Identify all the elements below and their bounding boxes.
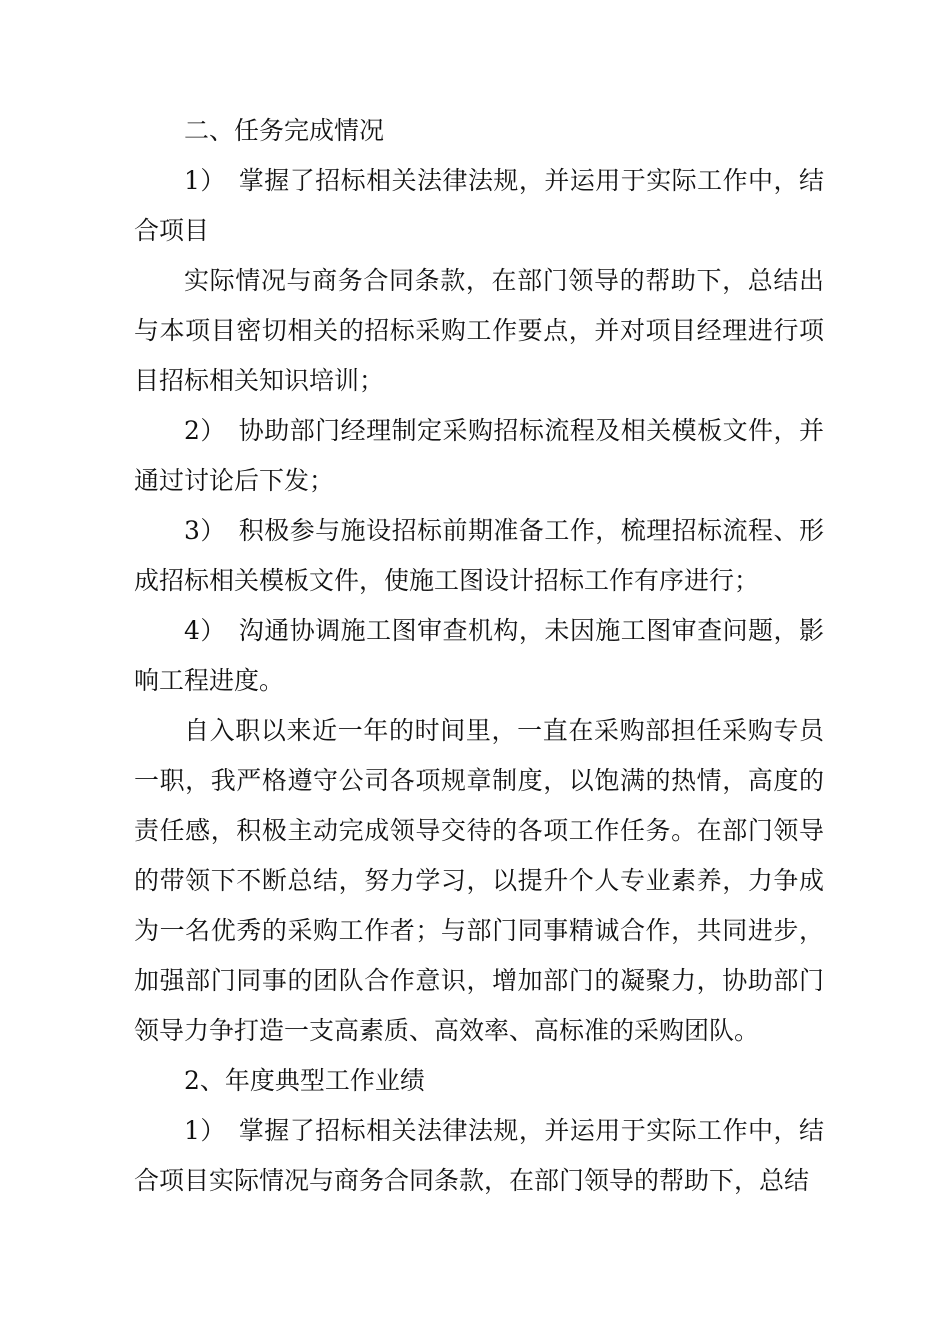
document-body [134,106,824,1206]
paragraph-item-3: 3） 积极参与施设招标前期准备工作，梳理招标流程、形成招标相关模板文件，使施工图设计招标工作有序进行； [134,516,824,595]
section-heading-annual-achievements: 2、年度典型工作业绩 [184,1066,425,1095]
paragraph-item-4: 4） 沟通协调施工图审查机构，未因施工图审查问题，影响工程进度。 [134,616,824,695]
paragraph-item-2: 2） 协助部门经理制定采购招标流程及相关模板文件，并通过讨论后下发； [134,416,824,495]
paragraph-item-1-continued: 实际情况与商务合同条款，在部门领导的帮助下，总结出与本项目密切相关的招标采购工作要点，并对项目经理进行项目招标相关知识培训； [134,266,824,395]
paragraph-item-1: 1） 掌握了招标相关法律法规，并运用于实际工作中，结合项目 [134,166,824,245]
section-heading-task-completion: 二、任务完成情况 [184,116,385,145]
paragraph-achievement-item-1: 1） 掌握了招标相关法律法规，并运用于实际工作中，结合项目实际情况与商务合同条款，在部门领导的帮助下，总结 [134,1116,824,1195]
paragraph-summary: 自入职以来近一年的时间里，一直在采购部担任采购专员一职，我严格遵守公司各项规章制度，以饱满的热情，高度的责任感，积极主动完成领导交待的各项工作任务。在部门领导的带领下不断总结，努力学习，以提升个人专业素养，力争成为一名优秀的采购工作者；与部门同事精诚合作，共同进步，加强部门同事的团队合作意识，增加部门的凝聚力，协助部门领导力争打造一支高素质、高效率、高标准的采购团队。 [134,716,824,1045]
